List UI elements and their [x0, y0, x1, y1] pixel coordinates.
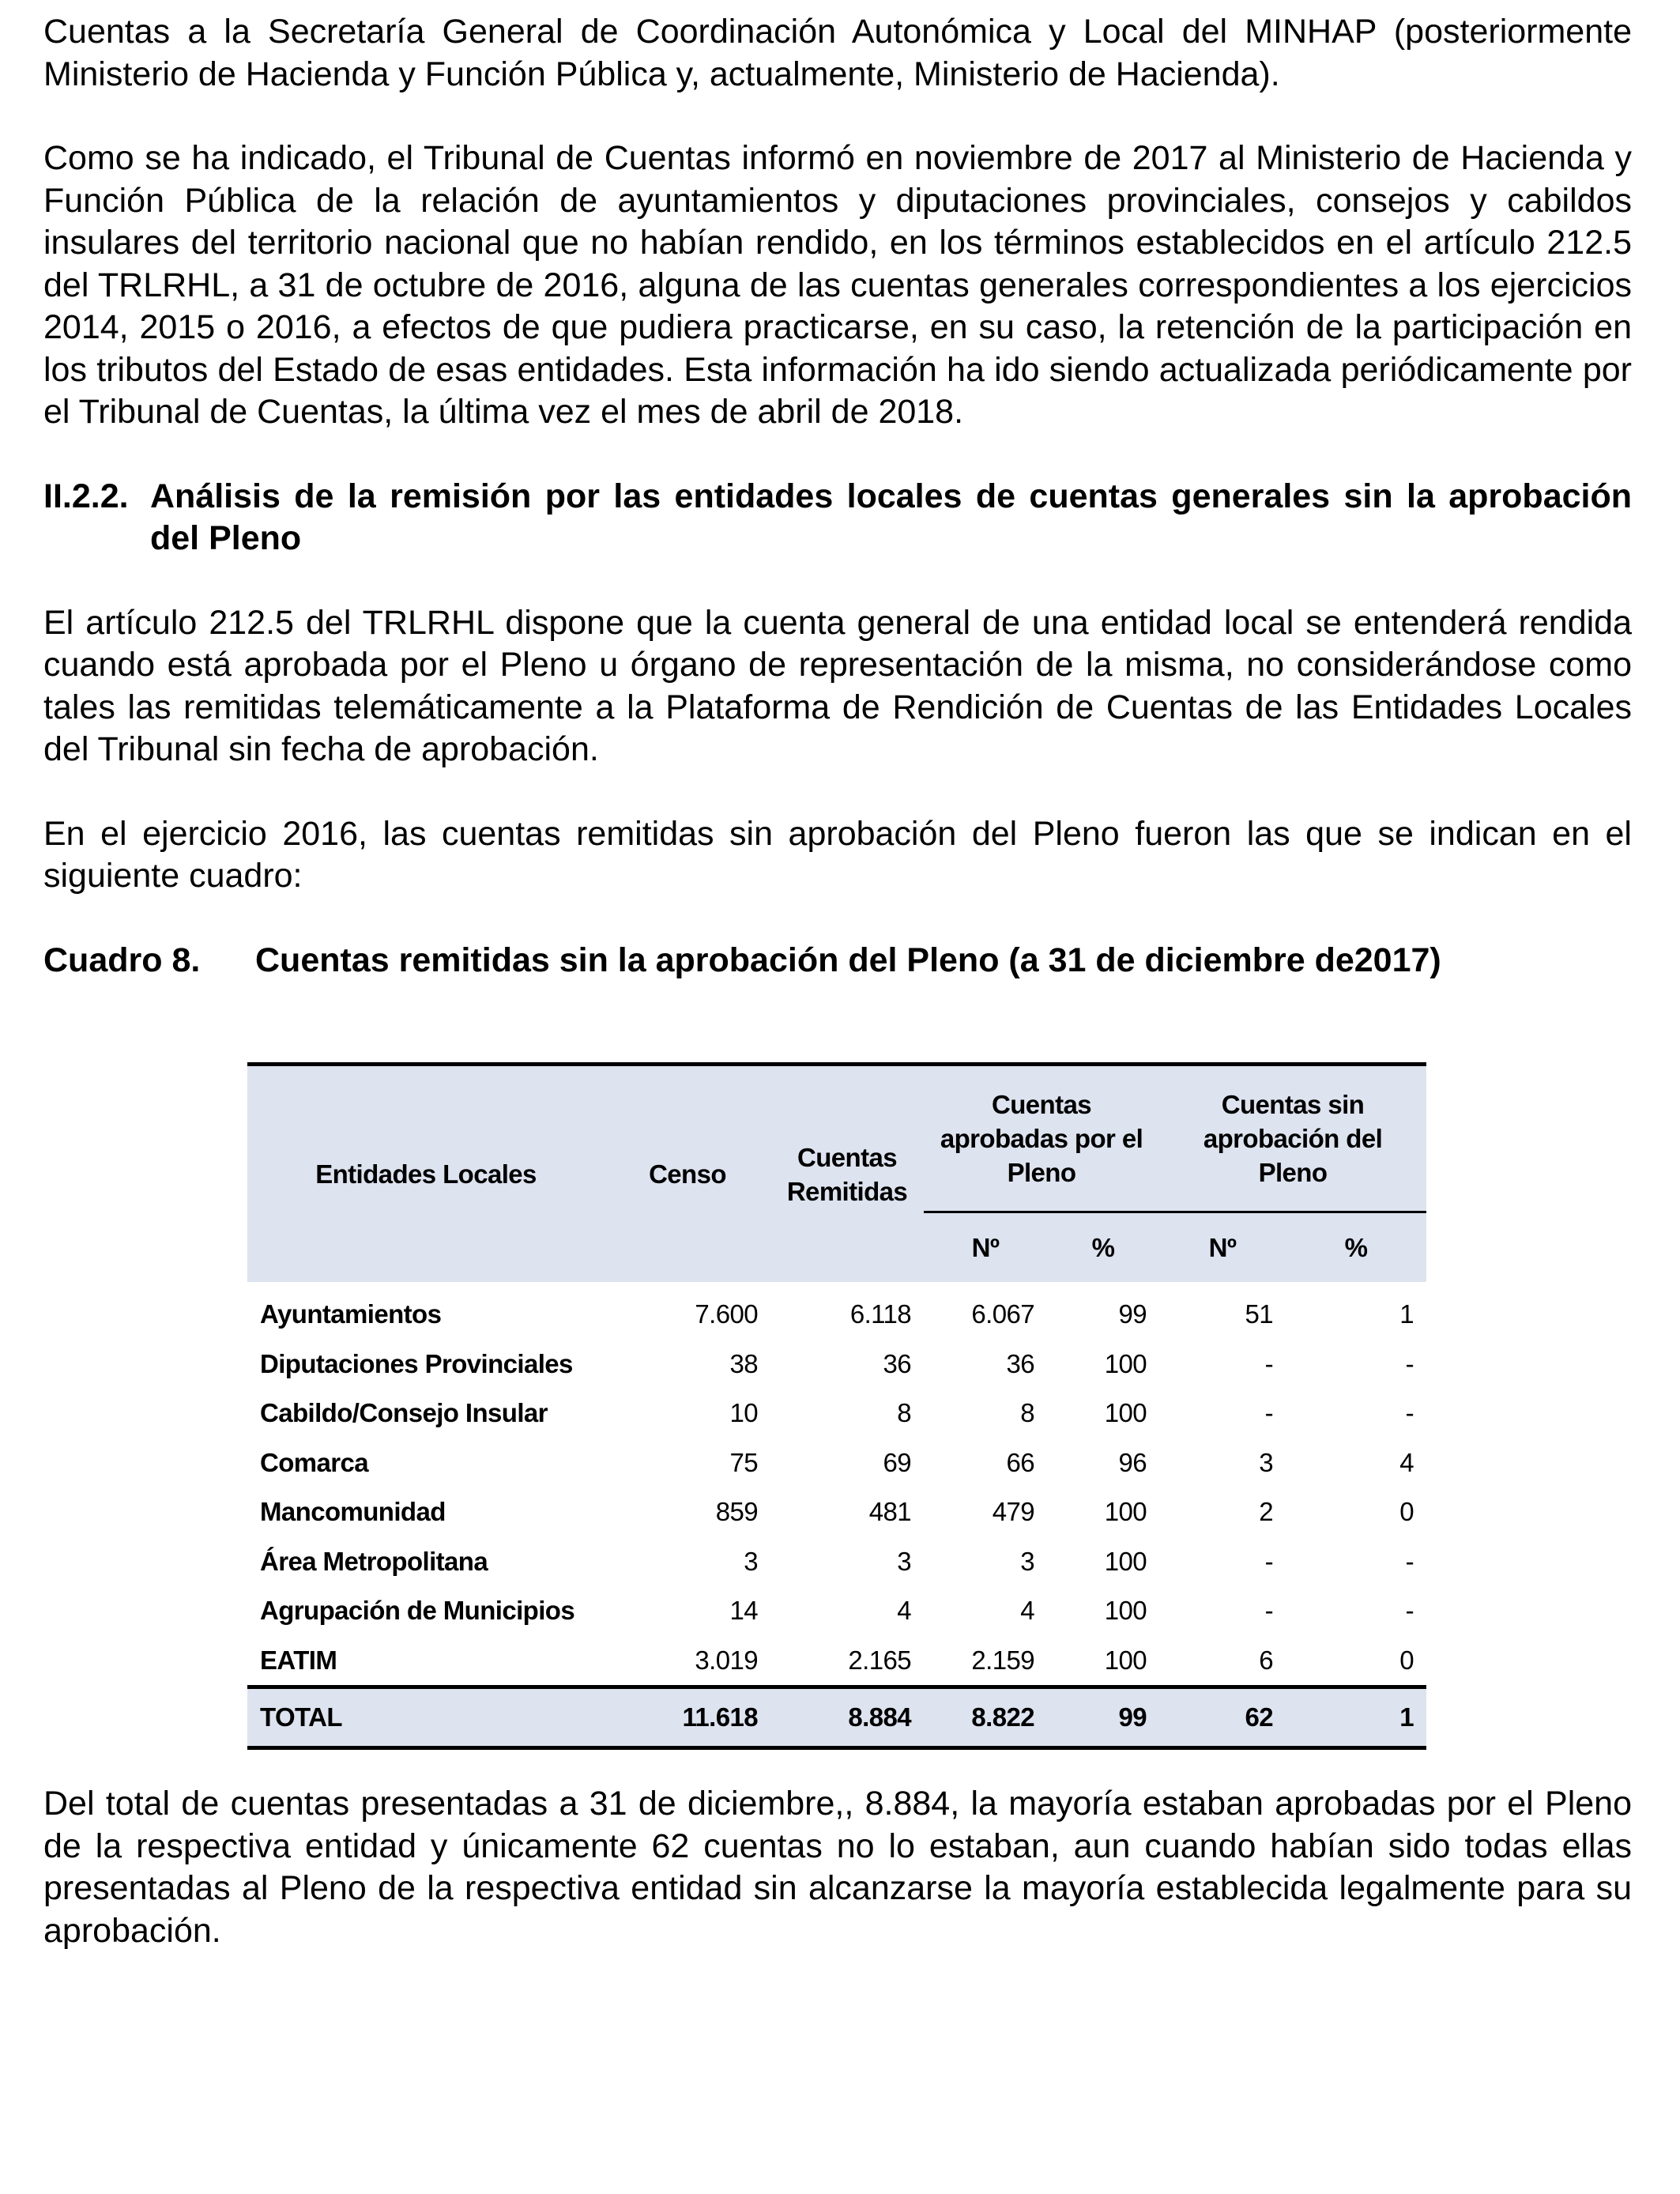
header-sin-aprobacion: Cuentas sin aprobación del Pleno	[1159, 1065, 1426, 1212]
table-row	[247, 1389, 1426, 1438]
header-aprobadas-pct: %	[1047, 1212, 1159, 1283]
row-label: Diputaciones Provinciales	[260, 1348, 573, 1378]
cell-remitidas: 4	[897, 1596, 911, 1626]
table-caption	[43, 940, 1632, 982]
cell-remitidas: 6.118	[849, 1299, 911, 1329]
cell-aprob-pct: 100	[1104, 1497, 1147, 1527]
cell-aprob-pct: 100	[1104, 1645, 1147, 1675]
section-title: Análisis de la remisión por las entidades locales de cuentas generales sin la aprobación del Pleno	[150, 477, 1632, 557]
cell-censo: 7.600	[695, 1299, 758, 1329]
page-body	[43, 11, 1632, 982]
cell-remitidas: 36	[883, 1348, 911, 1378]
cell-aprob-pct: 99	[1118, 1299, 1147, 1329]
accounts-table	[247, 1062, 1426, 1750]
cell-sin-n: -	[1264, 1398, 1273, 1428]
section-number: II.2.2.	[43, 477, 129, 515]
table-caption-number: Cuadro 8.	[43, 941, 201, 979]
cell-remitidas: 2.165	[848, 1645, 911, 1675]
total-censo: 11.618	[605, 1687, 770, 1748]
header-aprobadas: Cuentas aprobadas por el Pleno	[924, 1065, 1159, 1212]
row-label: Agrupación de Municipios	[260, 1596, 575, 1626]
table-row	[247, 1487, 1426, 1537]
cell-sin-n: 2	[1259, 1497, 1273, 1527]
table-row	[247, 1586, 1426, 1636]
header-censo: Censo	[605, 1065, 770, 1283]
cell-censo: 38	[729, 1348, 758, 1378]
table-row	[247, 1438, 1426, 1488]
cell-remitidas: 8	[897, 1398, 911, 1428]
total-aprob-n: 8.822	[924, 1687, 1047, 1748]
cell-remitidas: 69	[883, 1447, 911, 1477]
cell-aprob-n: 2.159	[971, 1645, 1034, 1675]
cell-sin-pct: -	[1405, 1546, 1414, 1576]
cell-aprob-n: 66	[1006, 1447, 1034, 1477]
cell-sin-pct: -	[1405, 1596, 1414, 1626]
section-heading	[43, 476, 1632, 560]
total-remitidas: 8.884	[770, 1687, 924, 1748]
cell-sin-n: 51	[1245, 1299, 1273, 1329]
row-label: Área Metropolitana	[260, 1546, 488, 1576]
cell-sin-n: -	[1264, 1348, 1273, 1378]
cell-sin-n: -	[1264, 1596, 1273, 1626]
header-aprobadas-n: Nº	[924, 1212, 1047, 1283]
cell-aprob-n: 8	[1020, 1398, 1034, 1428]
cell-sin-pct: -	[1405, 1348, 1414, 1378]
cell-aprob-pct: 100	[1104, 1398, 1147, 1428]
cell-sin-n: 6	[1259, 1645, 1273, 1675]
total-sin-pct: 1	[1286, 1687, 1426, 1748]
cell-aprob-n: 4	[1020, 1596, 1034, 1626]
cell-censo: 3.019	[695, 1645, 758, 1675]
cell-sin-pct: -	[1405, 1398, 1414, 1428]
paragraph-table-intro: En el ejercicio 2016, las cuentas remitidas sin aprobación del Pleno fueron las que se indican en el siguiente cuadro:	[43, 814, 1632, 895]
row-label: Cabildo/Consejo Insular	[260, 1398, 548, 1428]
cell-aprob-n: 3	[1020, 1546, 1034, 1576]
cell-aprob-pct: 100	[1104, 1348, 1147, 1378]
cell-censo: 75	[729, 1447, 758, 1477]
total-aprob-pct: 99	[1047, 1687, 1159, 1748]
table-container	[247, 1062, 1426, 1750]
cell-sin-n: 3	[1259, 1447, 1273, 1477]
paragraph-conclusion: Del total de cuentas presentadas a 31 de diciembre,, 8.884, la mayoría estaban aprobadas por el Pleno de la respectiva entidad y únicamente 62 cuentas no lo estaban, aun cuando habían sido todas ellas presentadas al Pleno de la respectiva entidad sin alcanzarse la mayoría establecida legalmente para su aprobación.	[43, 1785, 1632, 1950]
paragraph-tribunal-report: Como se ha indicado, el Tribunal de Cuentas informó en noviembre de 2017 al Ministerio de Hacienda y Función Pública de la relación de ayuntamientos y diputaciones provinciales, consejos y cabildos insulares del territorio nacional que no habían rendido, en los términos establecidos en el artículo 212.5 del TRLRHL, a 31 de octubre de 2016, alguna de las cuentas generales correspondientes a los ejercicios 2014, 2015 o 2016, a efectos de que pudiera practicarse, en su caso, la retención de la participación en los tributos del Estado de esas entidades. Esta información ha ido siendo actualizada periódicamente por el Tribunal de Cuentas, la última vez el mes de abril de 2018.	[43, 139, 1632, 431]
table-row	[247, 1340, 1426, 1389]
header-remitidas: Cuentas Remitidas	[770, 1065, 924, 1283]
cell-censo: 859	[715, 1497, 758, 1527]
cell-sin-pct: 0	[1399, 1497, 1414, 1527]
row-label: Mancomunidad	[260, 1497, 446, 1527]
row-label: Ayuntamientos	[260, 1299, 442, 1329]
cell-aprob-n: 36	[1006, 1348, 1034, 1378]
cell-aprob-pct: 100	[1104, 1596, 1147, 1626]
table-row	[247, 1636, 1426, 1687]
row-label: EATIM	[260, 1645, 337, 1675]
table-caption-title: Cuentas remitidas sin la aprobación del Pleno (a 31 de diciembre de2017)	[255, 941, 1441, 979]
cell-aprob-pct: 100	[1104, 1546, 1147, 1576]
cell-sin-pct: 0	[1399, 1645, 1414, 1675]
row-label: Comarca	[260, 1447, 369, 1477]
cell-sin-pct: 1	[1399, 1299, 1414, 1329]
cell-censo: 3	[744, 1546, 758, 1576]
total-label: TOTAL	[247, 1687, 605, 1748]
table-total-row	[247, 1687, 1426, 1748]
header-sin-pct: %	[1286, 1212, 1426, 1283]
cell-sin-n: -	[1264, 1546, 1273, 1576]
header-entidades: Entidades Locales	[247, 1065, 605, 1283]
cell-aprob-n: 6.067	[971, 1299, 1034, 1329]
cell-remitidas: 481	[868, 1497, 911, 1527]
cell-aprob-n: 479	[992, 1497, 1034, 1527]
cell-remitidas: 3	[897, 1546, 911, 1576]
header-sin-n: Nº	[1159, 1212, 1286, 1283]
total-sin-n: 62	[1159, 1687, 1286, 1748]
table-row	[247, 1282, 1426, 1340]
cell-censo: 14	[729, 1596, 758, 1626]
paragraph-article: El artículo 212.5 del TRLRHL dispone que la cuenta general de una entidad local se entenderá rendida cuando está aprobada por el Pleno u órgano de representación de la misma, no considerándose como tales las remitidas telemáticamente a la Plataforma de Rendición de Cuentas de las Entidades Locales del Tribunal sin fecha de aprobación.	[43, 603, 1632, 768]
table-row	[247, 1537, 1426, 1587]
cell-aprob-pct: 96	[1118, 1447, 1147, 1477]
paragraph-intro: Cuentas a la Secretaría General de Coordinación Autonómica y Local del MINHAP (posteriormente Ministerio de Hacienda y Función Pública y, actualmente, Ministerio de Hacienda).	[43, 13, 1632, 93]
cell-sin-pct: 4	[1399, 1447, 1414, 1477]
cell-censo: 10	[729, 1398, 758, 1428]
